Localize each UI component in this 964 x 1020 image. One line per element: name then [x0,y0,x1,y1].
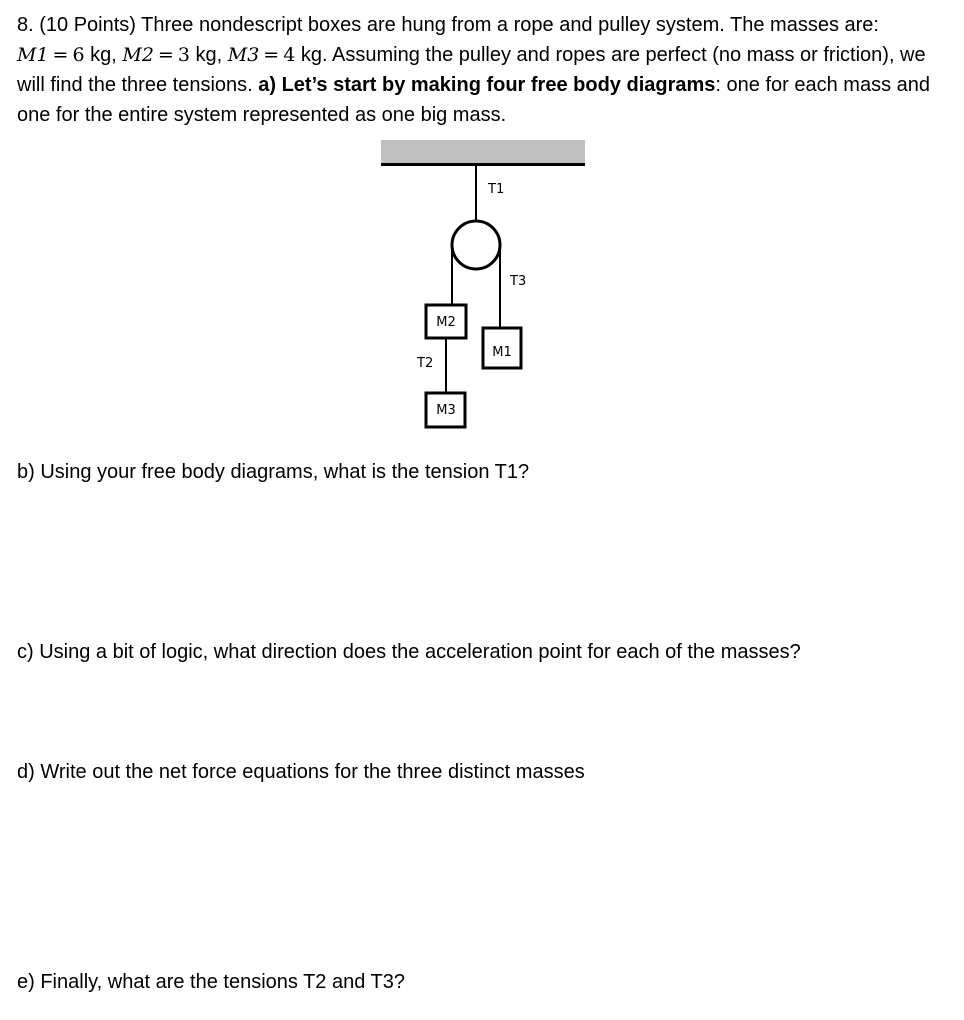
label-t1: T1 [488,182,505,197]
problem-assumption: Assuming the pulley and ropes are perfect (no mass or friction), we will find the three tensions. [17,44,926,96]
mass-m2-unit: kg [195,44,217,66]
label-t3: T3 [510,274,527,289]
pulley-wheel [452,221,500,269]
mass-m3-expression: M3 = 4 [227,44,296,66]
question-e: e) Finally, what are the tensions T2 and T3? [17,971,405,993]
mass-m3-value: 4 [283,44,296,66]
mass-m3-unit: kg [300,44,322,66]
mass-m2-value: 3 [177,44,190,66]
part-a-rest: one for each mass and one for the entire system represented as one big mass. [17,74,930,126]
question-b: b) Using your free body diagrams, what is the tension T1? [17,461,530,483]
problem-statement: 8. (10 Points) Three nondescript boxes are hung from a rope and pulley system. The masses are: M1 = 6 kg, M2 = 3 kg, M3 = 4 kg. Assuming the pulley and ropes are perfect (no mass or friction), we will find the three tensions. a) Let’s start by making four free body diagrams: one for each mass and one for the entire system represented as one big mass. [17,14,930,126]
label-m2: M2 [436,315,456,330]
pulley-diagram [0,0,964,440]
part-a-prefix: a) Let’s start by making four free body diagrams [258,74,716,96]
label-m3: M3 [436,403,456,418]
question-d: d) Write out the net force equations for the three distinct masses [17,761,585,783]
mass-m2-name: M2 [122,44,154,66]
mass-m1-name: M1 [17,44,49,66]
mass-m2-expression: M2 = 3 [122,44,190,66]
problem-number: 8. [17,14,34,36]
label-t2: T2 [417,356,434,371]
mass-m1-expression: M1 = 6 [17,44,85,66]
mass-m1-value: 6 [72,44,85,66]
problem-intro: Three nondescript boxes are hung from a rope and pulley system. The masses are: [141,14,879,36]
mass-m3-name: M3 [227,44,260,66]
label-m1: M1 [492,345,512,360]
question-c: c) Using a bit of logic, what direction does the acceleration point for each of the masses? [17,641,801,663]
ceiling [381,140,585,163]
mass-m1-unit: kg [90,44,112,66]
problem-points: (10 Points) [39,14,136,36]
